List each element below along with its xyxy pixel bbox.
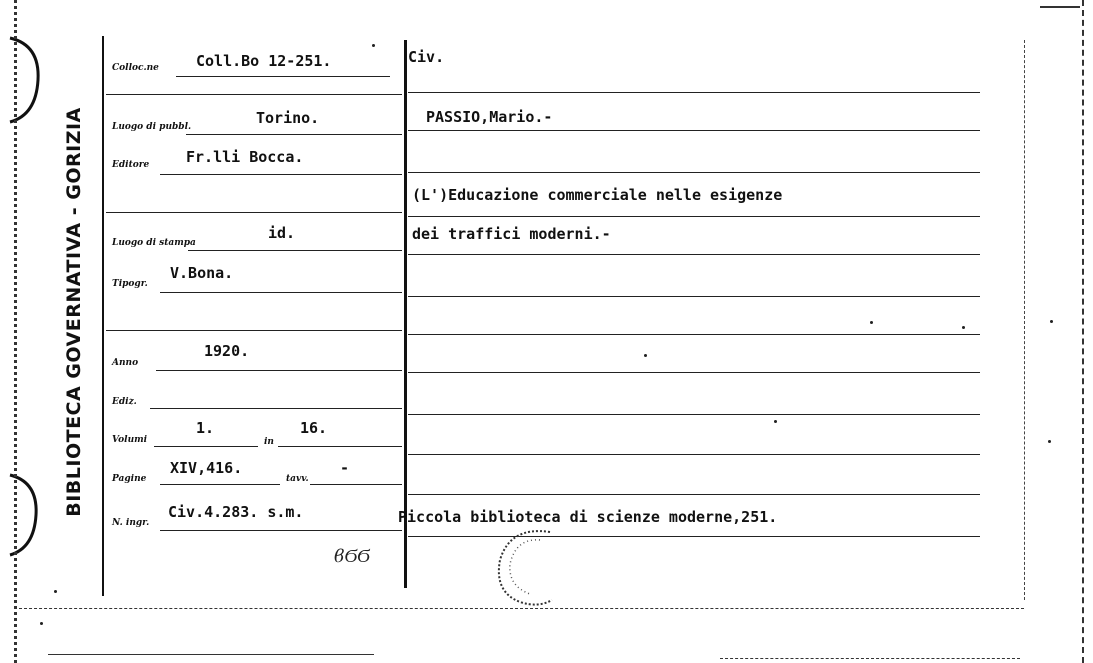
right-edge-strip: [1082, 0, 1088, 663]
speck: [870, 321, 873, 324]
speck: [372, 44, 375, 47]
label-ediz: Ediz.: [112, 397, 137, 407]
row-rule-3: [106, 330, 402, 331]
value-pagine: XIV,416.: [170, 459, 243, 477]
value-collocazione: Coll.Bo 12-251.: [196, 52, 332, 70]
line-ediz: [150, 408, 402, 409]
label-luogo-stampa: Luogo di stampa: [112, 238, 196, 248]
label-editore: Editore: [112, 160, 150, 170]
right-rule-1: [408, 92, 980, 93]
value-anno: 1920.: [204, 342, 250, 360]
line-n-ingr: [160, 530, 402, 531]
bottom-rule-right: [720, 658, 1020, 659]
header-civ: Civ.: [408, 48, 445, 66]
line-luogo-stampa: [188, 250, 402, 251]
speck: [1050, 320, 1053, 323]
line-anno: [156, 370, 402, 371]
bottom-rule-left: [48, 654, 374, 655]
line-luogo-pubbl: [186, 134, 402, 135]
label-n-ingr: N. ingr.: [112, 518, 150, 528]
line-pagine: [160, 484, 280, 485]
speck: [54, 590, 57, 593]
right-rule-6: [408, 296, 980, 297]
value-tipogr: V.Bona.: [170, 264, 234, 282]
label-tavv: tavv.: [286, 474, 309, 484]
speck: [774, 420, 777, 423]
value-n-ingr: Civ.4.283. s.m.: [168, 503, 304, 521]
title-line-2: dei traffici moderni.-: [412, 225, 611, 243]
label-luogo-pubbl: Luogo di pubbl.: [112, 122, 192, 132]
handwritten-mark: ϐϬϬ: [334, 546, 370, 567]
value-in: 16.: [300, 419, 328, 437]
right-rule-8: [408, 372, 980, 373]
label-pagine: Pagine: [112, 474, 147, 484]
title-line-1: (L')Educazione commerciale nelle esigenze: [412, 186, 783, 204]
center-divider: [404, 40, 407, 588]
speck: [644, 354, 647, 357]
label-anno: Anno: [112, 358, 139, 368]
right-rule-5: [408, 254, 980, 255]
speck: [1048, 440, 1051, 443]
right-border: [1024, 40, 1025, 600]
value-tavv: -: [340, 459, 350, 477]
top-edge-line: [1040, 6, 1080, 8]
right-rule-10: [408, 454, 980, 455]
row-rule-1: [106, 94, 402, 95]
right-rule-11: [408, 494, 980, 495]
value-editore: Fr.lli Bocca.: [186, 148, 304, 166]
right-rule-7: [408, 334, 980, 335]
label-collocazione: Colloc.ne: [112, 63, 159, 73]
value-volumi: 1.: [196, 419, 215, 437]
value-luogo-stampa: id.: [268, 224, 296, 242]
label-volumi: Volumi: [112, 435, 148, 445]
card-bottom-edge: [14, 608, 1024, 609]
series-line: Piccola biblioteca di scienze moderne,251.: [398, 508, 778, 526]
speck: [962, 326, 965, 329]
author-name: PASSIO,Mario.-: [426, 108, 553, 126]
label-tipogr: Tipogr.: [112, 279, 148, 289]
library-title: BIBLIOTECA GOVERNATIVA - GORIZIA: [63, 107, 85, 517]
right-rule-2: [408, 130, 980, 131]
value-luogo-pubbl: Torino.: [256, 109, 320, 127]
speck: [40, 622, 43, 625]
right-rule-4: [408, 216, 980, 217]
stamp-remnant: [480, 520, 570, 610]
right-rule-9: [408, 414, 980, 415]
left-divider: [102, 36, 104, 596]
line-tipogr: [160, 292, 402, 293]
line-collocazione: [176, 76, 390, 77]
left-edge-strip: [0, 0, 17, 663]
line-tavv: [310, 484, 402, 485]
line-in: [278, 446, 402, 447]
row-rule-2: [106, 212, 402, 213]
label-in: in: [264, 437, 274, 447]
line-volumi: [154, 446, 258, 447]
line-editore: [160, 174, 402, 175]
right-rule-3: [408, 172, 980, 173]
